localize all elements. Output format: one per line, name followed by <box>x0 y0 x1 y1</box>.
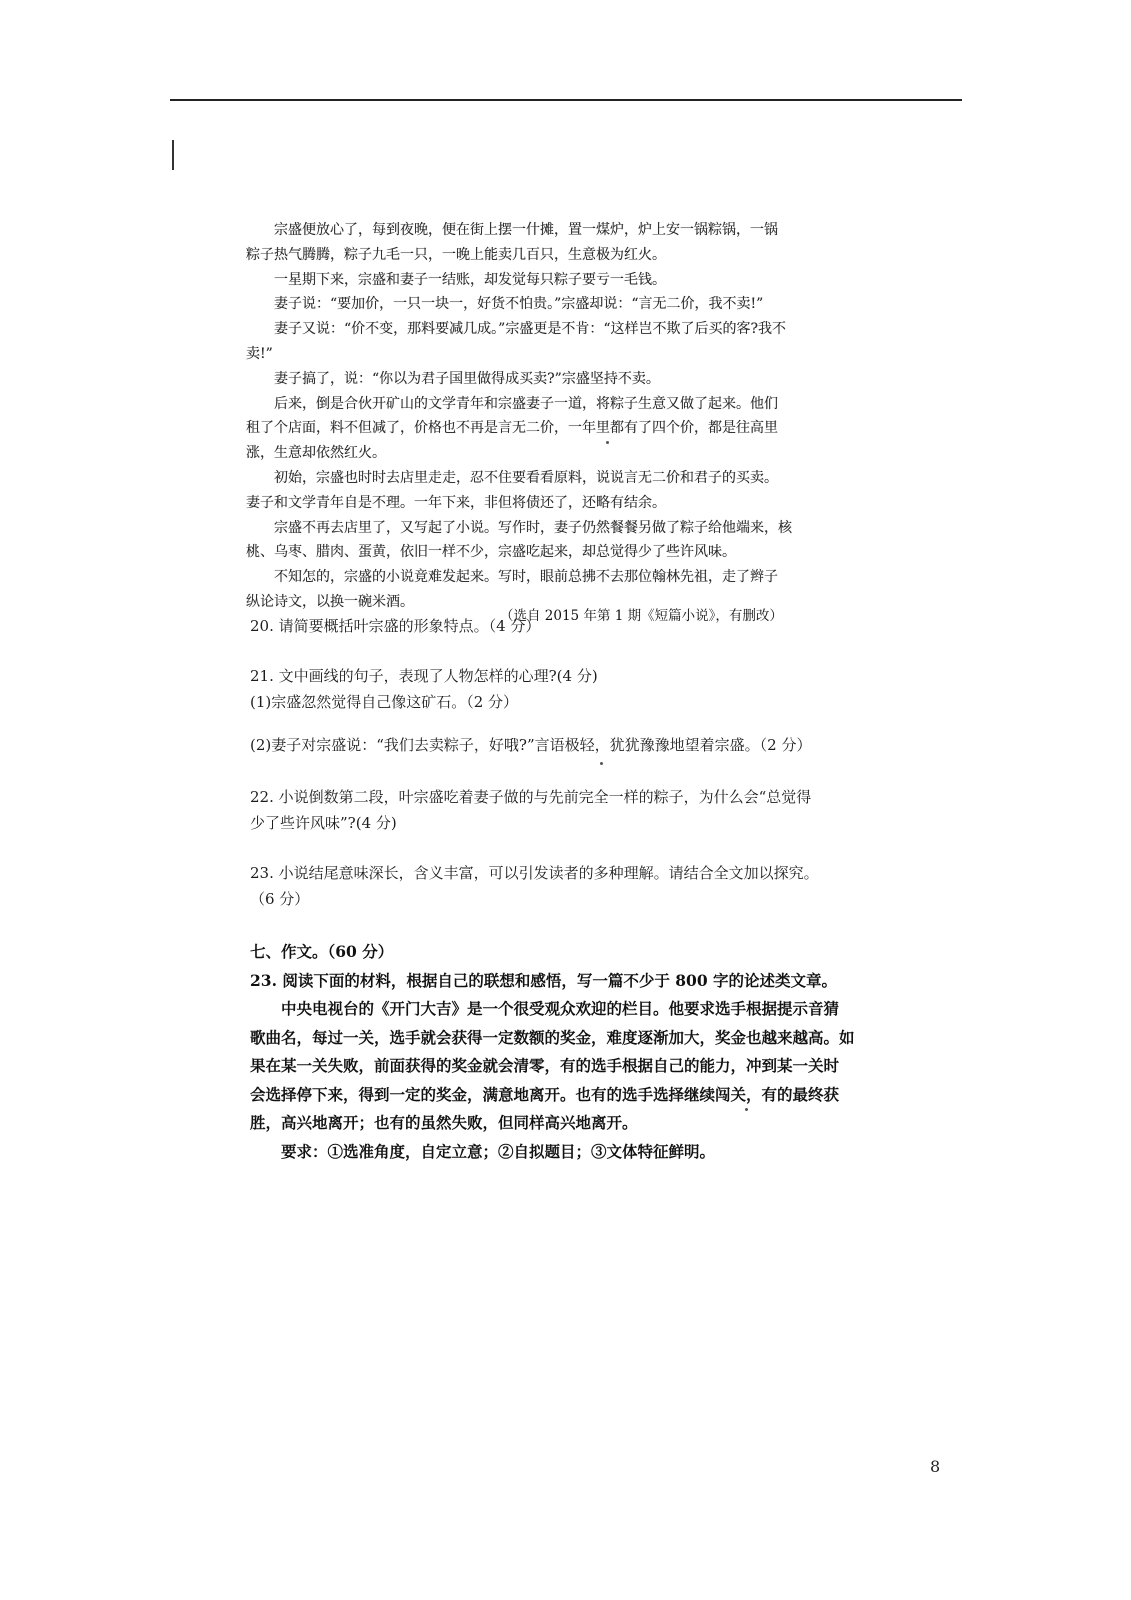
passage-line: 妻子又说：“价不变，那料要减几成。”宗盛更是不肯：“这样岂不欺了后买的客?我不 <box>274 321 786 338</box>
passage-line: 纵论诗文，以换一碗米酒。 <box>246 593 414 610</box>
sub-question-text: (1)宗盛忽然觉得自己像这矿石。（2 分） <box>250 693 519 711</box>
essay-section <box>250 938 890 1166</box>
passage-line: 一星期下来，宗盛和妻子一结账，却发觉每只粽子要亏一毛钱。 <box>274 271 666 288</box>
passage-line: 妻子和文学青年自是不理。一年下来，非但将债还了，还略有结余。 <box>246 494 666 511</box>
scan-speck <box>600 762 603 765</box>
margin-mark <box>172 140 174 170</box>
essay-material-line: 中央电视台的《开门大吉》是一个很受观众欢迎的栏目。他要求选手根据提示音猜 <box>281 999 840 1018</box>
question-text: 20. 请简要概括叶宗盛的形象特点。（4 分） <box>250 617 541 635</box>
essay-material-line: 胜，高兴地离开；也有的虽然失败，但同样高兴地离开。 <box>250 1113 638 1132</box>
page-number: 8 <box>930 1457 941 1476</box>
passage-line: 宗盛便放心了，每到夜晚，便在街上摆一什摊，置一煤炉，炉上安一锅粽锅，一锅 <box>274 222 778 238</box>
question-text: 少了些许风味”?(4 分) <box>250 814 397 832</box>
essay-material-line: 果在某一关失败，前面获得的奖金就会清零，有的选手根据自己的能力，冲到某一关时 <box>250 1056 840 1075</box>
sub-question-text: (2)妻子对宗盛说：“我们去卖粽子，好哦?”言语极轻，犹犹豫豫地望着宗盛。（2 分） <box>250 736 812 754</box>
question-text: 21. 文中画线的句子，表现了人物怎样的心理?(4 分) <box>250 667 598 685</box>
essay-prompt: 23. 阅读下面的材料，根据自己的联想和感悟，写一篇不少于 800 字的论述类文章。 <box>250 970 838 990</box>
passage-line: 妻子说：“要加价，一只一块一，好货不怕贵。”宗盛却说：“言无二价，我不卖!” <box>274 296 764 313</box>
essay-material-line: 会选择停下来，得到一定的奖金，满意地离开。也有的选手选择继续闯关，有的最终获 <box>250 1084 840 1104</box>
question-20 <box>250 613 890 639</box>
question-21-part-2 <box>250 732 890 758</box>
question-21 <box>250 663 890 715</box>
passage-line: 初始，宗盛也时时去店里走走，忍不住要看看原料，说说言无二价和君子的买卖。 <box>274 469 778 486</box>
essay-requirements: 要求：①选准角度，自定立意；②自拟题目；③文体特征鲜明。 <box>281 1141 716 1161</box>
passage-line: 不知怎的，宗盛的小说竟难发起来。写时，眼前总拂不去那位翰林先祖，走了辫子 <box>274 569 778 586</box>
question-text: 23. 小说结尾意味深长，含义丰富，可以引发读者的多种理解。请结合全文加以探究。 <box>250 864 819 882</box>
passage-line: 卖!” <box>246 345 273 362</box>
story-passage <box>246 218 896 615</box>
passage-line: 桃、乌枣、腊肉、蛋黄，依旧一样不少，宗盛吃起来，却总觉得少了些许风味。 <box>246 544 736 561</box>
scan-speck <box>745 1108 748 1111</box>
essay-material-line: 歌曲名，每过一关，选手就会获得一定数额的奖金，难度逐渐加大，奖金也越来越高。如 <box>250 1027 855 1047</box>
question-text: （6 分） <box>250 890 310 908</box>
passage-line: 租了个店面，料不但减了，价格也不再是言无二价，一年里都有了四个价，都是往高里 <box>246 420 778 437</box>
source-citation: （选自 2015 年第 1 期《短篇小说》，有删改） <box>500 608 783 624</box>
passage-line: 宗盛不再去店里了，又写起了小说。写作时，妻子仍然餐餐另做了粽子给他端来，核 <box>274 519 792 536</box>
header-rule <box>170 99 962 101</box>
question-22 <box>250 784 890 836</box>
scan-speck <box>606 441 609 444</box>
passage-line: 涨，生意却依然红火。 <box>246 445 386 462</box>
essay-heading: 七、作文。（60 分） <box>250 942 394 961</box>
passage-line: 粽子热气腾腾，粽子九毛一只，一晚上能卖几百只，生意极为红火。 <box>246 246 666 263</box>
question-23 <box>250 860 890 912</box>
passage-line: 后来，倒是合伙开矿山的文学青年和宗盛妻子一道，将粽子生意又做了起来。他们 <box>274 395 778 412</box>
question-text: 22. 小说倒数第二段，叶宗盛吃着妻子做的与先前完全一样的粽子，为什么会“总觉得 <box>250 788 812 806</box>
passage-line: 妻子搞了，说：“你以为君子国里做得成买卖?”宗盛坚持不卖。 <box>274 370 660 387</box>
